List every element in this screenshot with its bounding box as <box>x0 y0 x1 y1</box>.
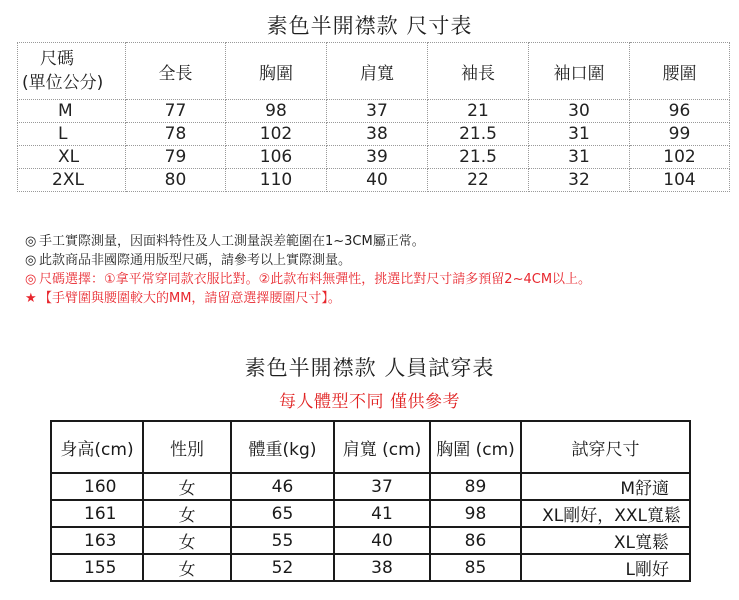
column-header-chest: 胸圍 (cm) <box>430 421 521 473</box>
length-cell: 78 <box>126 123 226 146</box>
star-icon: ★ <box>25 291 37 306</box>
cuff-cell: 32 <box>529 169 630 192</box>
column-header-weight: 體重(kg) <box>231 421 334 473</box>
weight-cell: 55 <box>231 527 334 554</box>
shoulder-cell: 40 <box>334 527 430 554</box>
size-unit-header <box>18 43 126 100</box>
note-text: 手工實際測量，因面料特性及人工測量誤差範圍在1~3CM屬正常。 <box>39 234 425 249</box>
column-header-sleeve-length: 袖長 <box>428 43 529 100</box>
chest-cell: 98 <box>430 500 521 527</box>
shoulder-cell: 38 <box>327 123 428 146</box>
sleeve-length-cell: 21 <box>428 100 529 123</box>
note-waist-warning <box>25 289 591 308</box>
cuff-cell: 31 <box>529 146 630 169</box>
weight-cell: 65 <box>231 500 334 527</box>
weight-cell: 52 <box>231 554 334 581</box>
table-row <box>18 123 730 146</box>
chest-cell: 89 <box>430 473 521 500</box>
note-text: 【手臂圍與腰圍較大的MM，請留意選擇腰圍尺寸】。 <box>39 291 341 306</box>
column-header-chest: 胸圍 <box>226 43 327 100</box>
sleeve-length-cell: 21.5 <box>428 146 529 169</box>
circle-bullet-icon: ◎ <box>25 253 37 268</box>
waist-cell: 102 <box>630 146 730 169</box>
table-row <box>18 100 730 123</box>
note-non-standard-sizing <box>25 251 591 270</box>
chest-cell: 98 <box>226 100 327 123</box>
table-row <box>51 554 690 581</box>
column-header-cuff: 袖口圍 <box>529 43 630 100</box>
size-cell: 2XL <box>18 169 126 192</box>
fit-cell: M舒適 <box>521 473 690 500</box>
fit-cell: XL剛好，XXL寬鬆 <box>521 500 690 527</box>
column-header-gender: 性別 <box>143 421 231 473</box>
shoulder-cell: 41 <box>334 500 430 527</box>
column-header-waist: 腰圍 <box>630 43 730 100</box>
unit-header-label: (單位公分) <box>22 73 104 93</box>
length-cell: 80 <box>126 169 226 192</box>
length-cell: 77 <box>126 100 226 123</box>
size-cell: XL <box>18 146 126 169</box>
shoulder-cell: 37 <box>334 473 430 500</box>
fit-cell: L剛好 <box>521 554 690 581</box>
try-on-title: 素色半開襟款 人員試穿表 <box>244 356 495 380</box>
height-cell: 161 <box>51 500 143 527</box>
size-cell: M <box>18 100 126 123</box>
chest-cell: 102 <box>226 123 327 146</box>
table-row <box>18 146 730 169</box>
try-on-table <box>50 420 691 582</box>
shoulder-cell: 40 <box>327 169 428 192</box>
note-text: 此款商品非國際通用版型尺碼，請參考以上實際測量。 <box>39 253 352 268</box>
table-row <box>51 527 690 554</box>
column-header-shoulder: 肩寬 (cm) <box>334 421 430 473</box>
gender-cell: 女 <box>143 473 231 500</box>
chest-cell: 110 <box>226 169 327 192</box>
table-row <box>18 169 730 192</box>
size-chart-table <box>17 42 730 192</box>
circle-bullet-icon: ◎ <box>25 234 37 249</box>
size-chart-header-row <box>18 43 730 100</box>
height-cell: 155 <box>51 554 143 581</box>
length-cell: 79 <box>126 146 226 169</box>
note-measurement-error <box>25 232 591 251</box>
waist-cell: 99 <box>630 123 730 146</box>
note-size-selection <box>25 270 591 289</box>
cuff-cell: 31 <box>529 123 630 146</box>
shoulder-cell: 38 <box>334 554 430 581</box>
size-header-label: 尺碼 <box>40 49 74 69</box>
gender-cell: 女 <box>143 554 231 581</box>
chest-cell: 85 <box>430 554 521 581</box>
cuff-cell: 30 <box>529 100 630 123</box>
shoulder-cell: 39 <box>327 146 428 169</box>
chest-cell: 106 <box>226 146 327 169</box>
size-cell: L <box>18 123 126 146</box>
table-row <box>51 473 690 500</box>
column-header-shoulder: 肩寬 <box>327 43 428 100</box>
fit-cell: XL寬鬆 <box>521 527 690 554</box>
waist-cell: 104 <box>630 169 730 192</box>
table-row <box>51 500 690 527</box>
column-header-length: 全長 <box>126 43 226 100</box>
chest-cell: 86 <box>430 527 521 554</box>
circle-bullet-icon: ◎ <box>25 272 37 287</box>
column-header-fit: 試穿尺寸 <box>521 421 690 473</box>
gender-cell: 女 <box>143 527 231 554</box>
sleeve-length-cell: 22 <box>428 169 529 192</box>
column-header-height: 身高(cm) <box>51 421 143 473</box>
notes-list <box>25 232 591 308</box>
try-on-header-row <box>51 421 690 473</box>
height-cell: 163 <box>51 527 143 554</box>
shoulder-cell: 37 <box>327 100 428 123</box>
gender-cell: 女 <box>143 500 231 527</box>
weight-cell: 46 <box>231 473 334 500</box>
sleeve-length-cell: 21.5 <box>428 123 529 146</box>
try-on-subtitle: 每人體型不同 僅供參考 <box>279 392 460 412</box>
size-chart-title: 素色半開襟款 尺寸表 <box>266 14 473 38</box>
note-text: 尺碼選擇：①拿平常穿同款衣服比對。②此款布料無彈性，挑選比對尺寸請多預留2~4CM以上。 <box>39 272 592 287</box>
height-cell: 160 <box>51 473 143 500</box>
waist-cell: 96 <box>630 100 730 123</box>
